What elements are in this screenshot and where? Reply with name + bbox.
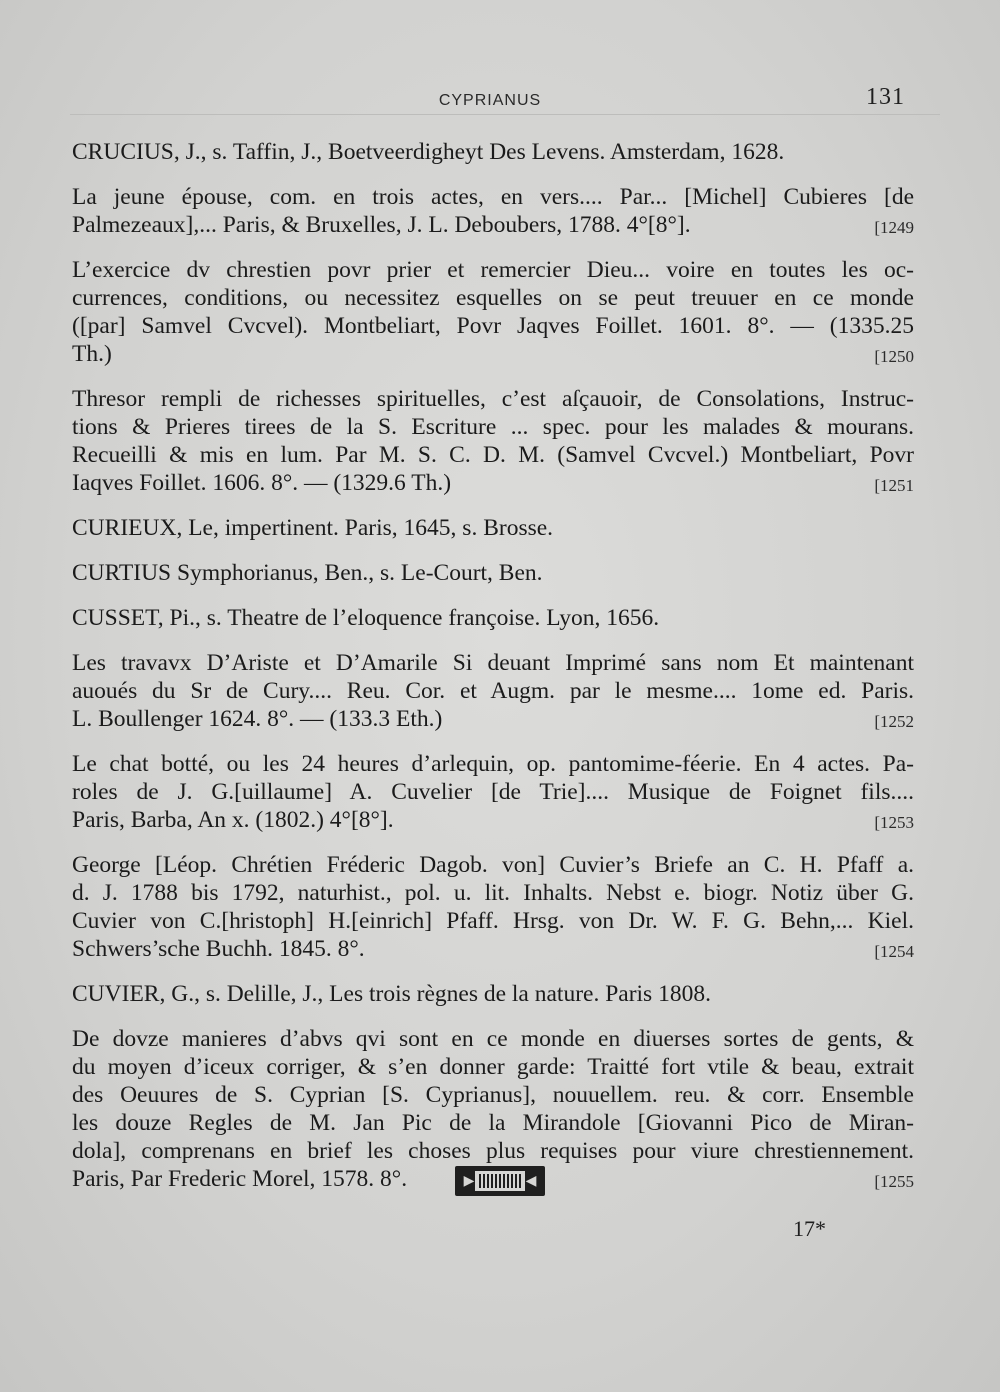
entry-line: d. J. 1788 bis 1792, naturhist., pol. u. lit. Inhalts. Nebst e. biogr. Notiz über G. [72,880,914,906]
entry-line: Iaqves Foillet. 1606. 8°. — (1329.6 Th.) [72,470,452,496]
entry-line: CRUCIUS, J., s. Taffin, J., Boetveerdigheyt Des Levens. Amsterdam, 1628. [72,139,785,165]
running-head: CYPRIANUS [438,92,542,109]
signature-mark: 17* [793,1216,826,1241]
entry-number: [1252 [874,712,914,731]
ornament-left-arrow-icon: ▶ [463,1173,475,1189]
entry-line: auoués du Sr de Cury.... Reu. Cor. et Augm. par le mesme.... 1ome ed. Paris. [72,678,914,704]
bibliography-entries [72,138,914,1210]
bibliography-entry [72,514,914,542]
ornament-bars [479,1174,521,1188]
entry-line: CUVIER, G., s. Delille, J., Les trois règnes de la nature. Paris 1808. [72,981,711,1007]
entry-number: [1250 [874,347,914,366]
entry-number: [1255 [874,1172,914,1191]
ornament-center [475,1171,525,1191]
entry-line: CURIEUX, Le, impertinent. Paris, 1645, s. Brosse. [72,515,554,541]
entry-line: Th.) [72,341,112,367]
entry-line: George [Léop. Chrétien Fréderic Dagob. von] Cuvier’s Briefe an C. H. Pfaff a. [72,852,914,878]
entry-line: du moyen d’iceux corriger, & s’en donner garde: Traitté fort vtile & beau, extrait [72,1054,914,1080]
entry-line: Palmezeaux],... Paris, & Bruxelles, J. L. Deboubers, 1788. 4°[8°]. [72,212,691,238]
entry-line: des Oeuures de S. Cyprian [S. Cyprianus], nouuellem. reu. & corr. Ensemble [72,1082,914,1108]
entry-line: tions & Prieres tirees de la S. Escriture ... spec. pour les malades & mourans. [72,414,914,440]
entry-line: Thresor rempli de richesses spirituelles, c’est aſçauoir, de Consolations, Instruc- [72,386,914,412]
entry-line: De dovze manieres d’abvs qvi sont en ce monde en diuerses sortes de gents, & [72,1026,914,1052]
entry-number: [1254 [874,942,914,961]
entry-line: ([par] Samvel Cvcvel). Montbeliart, Povr Jaqves Foillet. 1601. 8°. — (1335.25 [72,313,914,339]
bibliography-entry [72,559,914,587]
entry-line: dola], comprenans en brief les choses plus requises pour viure chrestiennement. [72,1138,914,1164]
entry-line: roles de J. G.[uillaume] A. Cuvelier [de Trie].... Musique de Foignet fils.... [72,779,914,805]
bibliography-entry [72,851,914,963]
bibliography-entry [72,980,914,1008]
ornament-right-arrow-icon: ◀ [525,1173,537,1189]
entry-number: [1251 [874,476,914,495]
entry-line: Cuvier von C.[hristoph] H.[einrich] Pfaff. Hrsg. von Dr. W. F. G. Behn,... Kiel. [72,908,914,934]
bibliography-entry [72,183,914,239]
bibliography-entry [72,385,914,497]
entry-line: currences, conditions, ou necessitez esquelles on se peut treuuer en ce monde [72,285,914,311]
entry-line: L. Boullenger 1624. 8°. — (133.3 Eth.) [72,706,443,732]
bibliography-entry [72,256,914,368]
entry-line: CURTIUS Symphorianus, Ben., s. Le-Court, Ben. [72,560,543,586]
entry-line: Le chat botté, ou les 24 heures d’arlequin, op. pantomime-féerie. En 4 actes. Pa- [72,751,914,777]
entry-line: Les travavx D’Ariste et D’Amarile Si deuant Imprimé sans nom Et maintenant [72,650,914,676]
entry-line: Paris, Barba, An x. (1802.) 4°[8°]. [72,807,394,833]
entry-line: La jeune épouse, com. en trois actes, en vers.... Par... [Michel] Cubieres [de [72,184,914,210]
bibliography-entry [72,649,914,733]
bibliography-entry [72,750,914,834]
printer-ornament [455,1166,545,1196]
entry-number: [1249 [874,218,914,237]
entry-line: L’exercice dv chrestien povr prier et remercier Dieu... voire en toutes les oc- [72,257,914,283]
entry-line: les douze Regles de M. Jan Pic de la Mirandole [Giovanni Pico de Miran- [72,1110,914,1136]
entry-line: Paris, Par Frederic Morel, 1578. 8°. [72,1166,408,1192]
entry-line: Recueilli & mis en lum. Par M. S. C. D. M. (Samvel Cvcvel.) Montbeliart, Povr [72,442,914,468]
entry-number: [1253 [874,813,914,832]
entry-line: CUSSET, Pi., s. Theatre de l’eloquence françoise. Lyon, 1656. [72,605,660,631]
bibliography-entry [72,138,914,166]
page-number: 131 [866,84,905,110]
header-rule [70,114,940,115]
bibliography-entry [72,604,914,632]
entry-line: Schwers’sche Buchh. 1845. 8°. [72,936,365,962]
